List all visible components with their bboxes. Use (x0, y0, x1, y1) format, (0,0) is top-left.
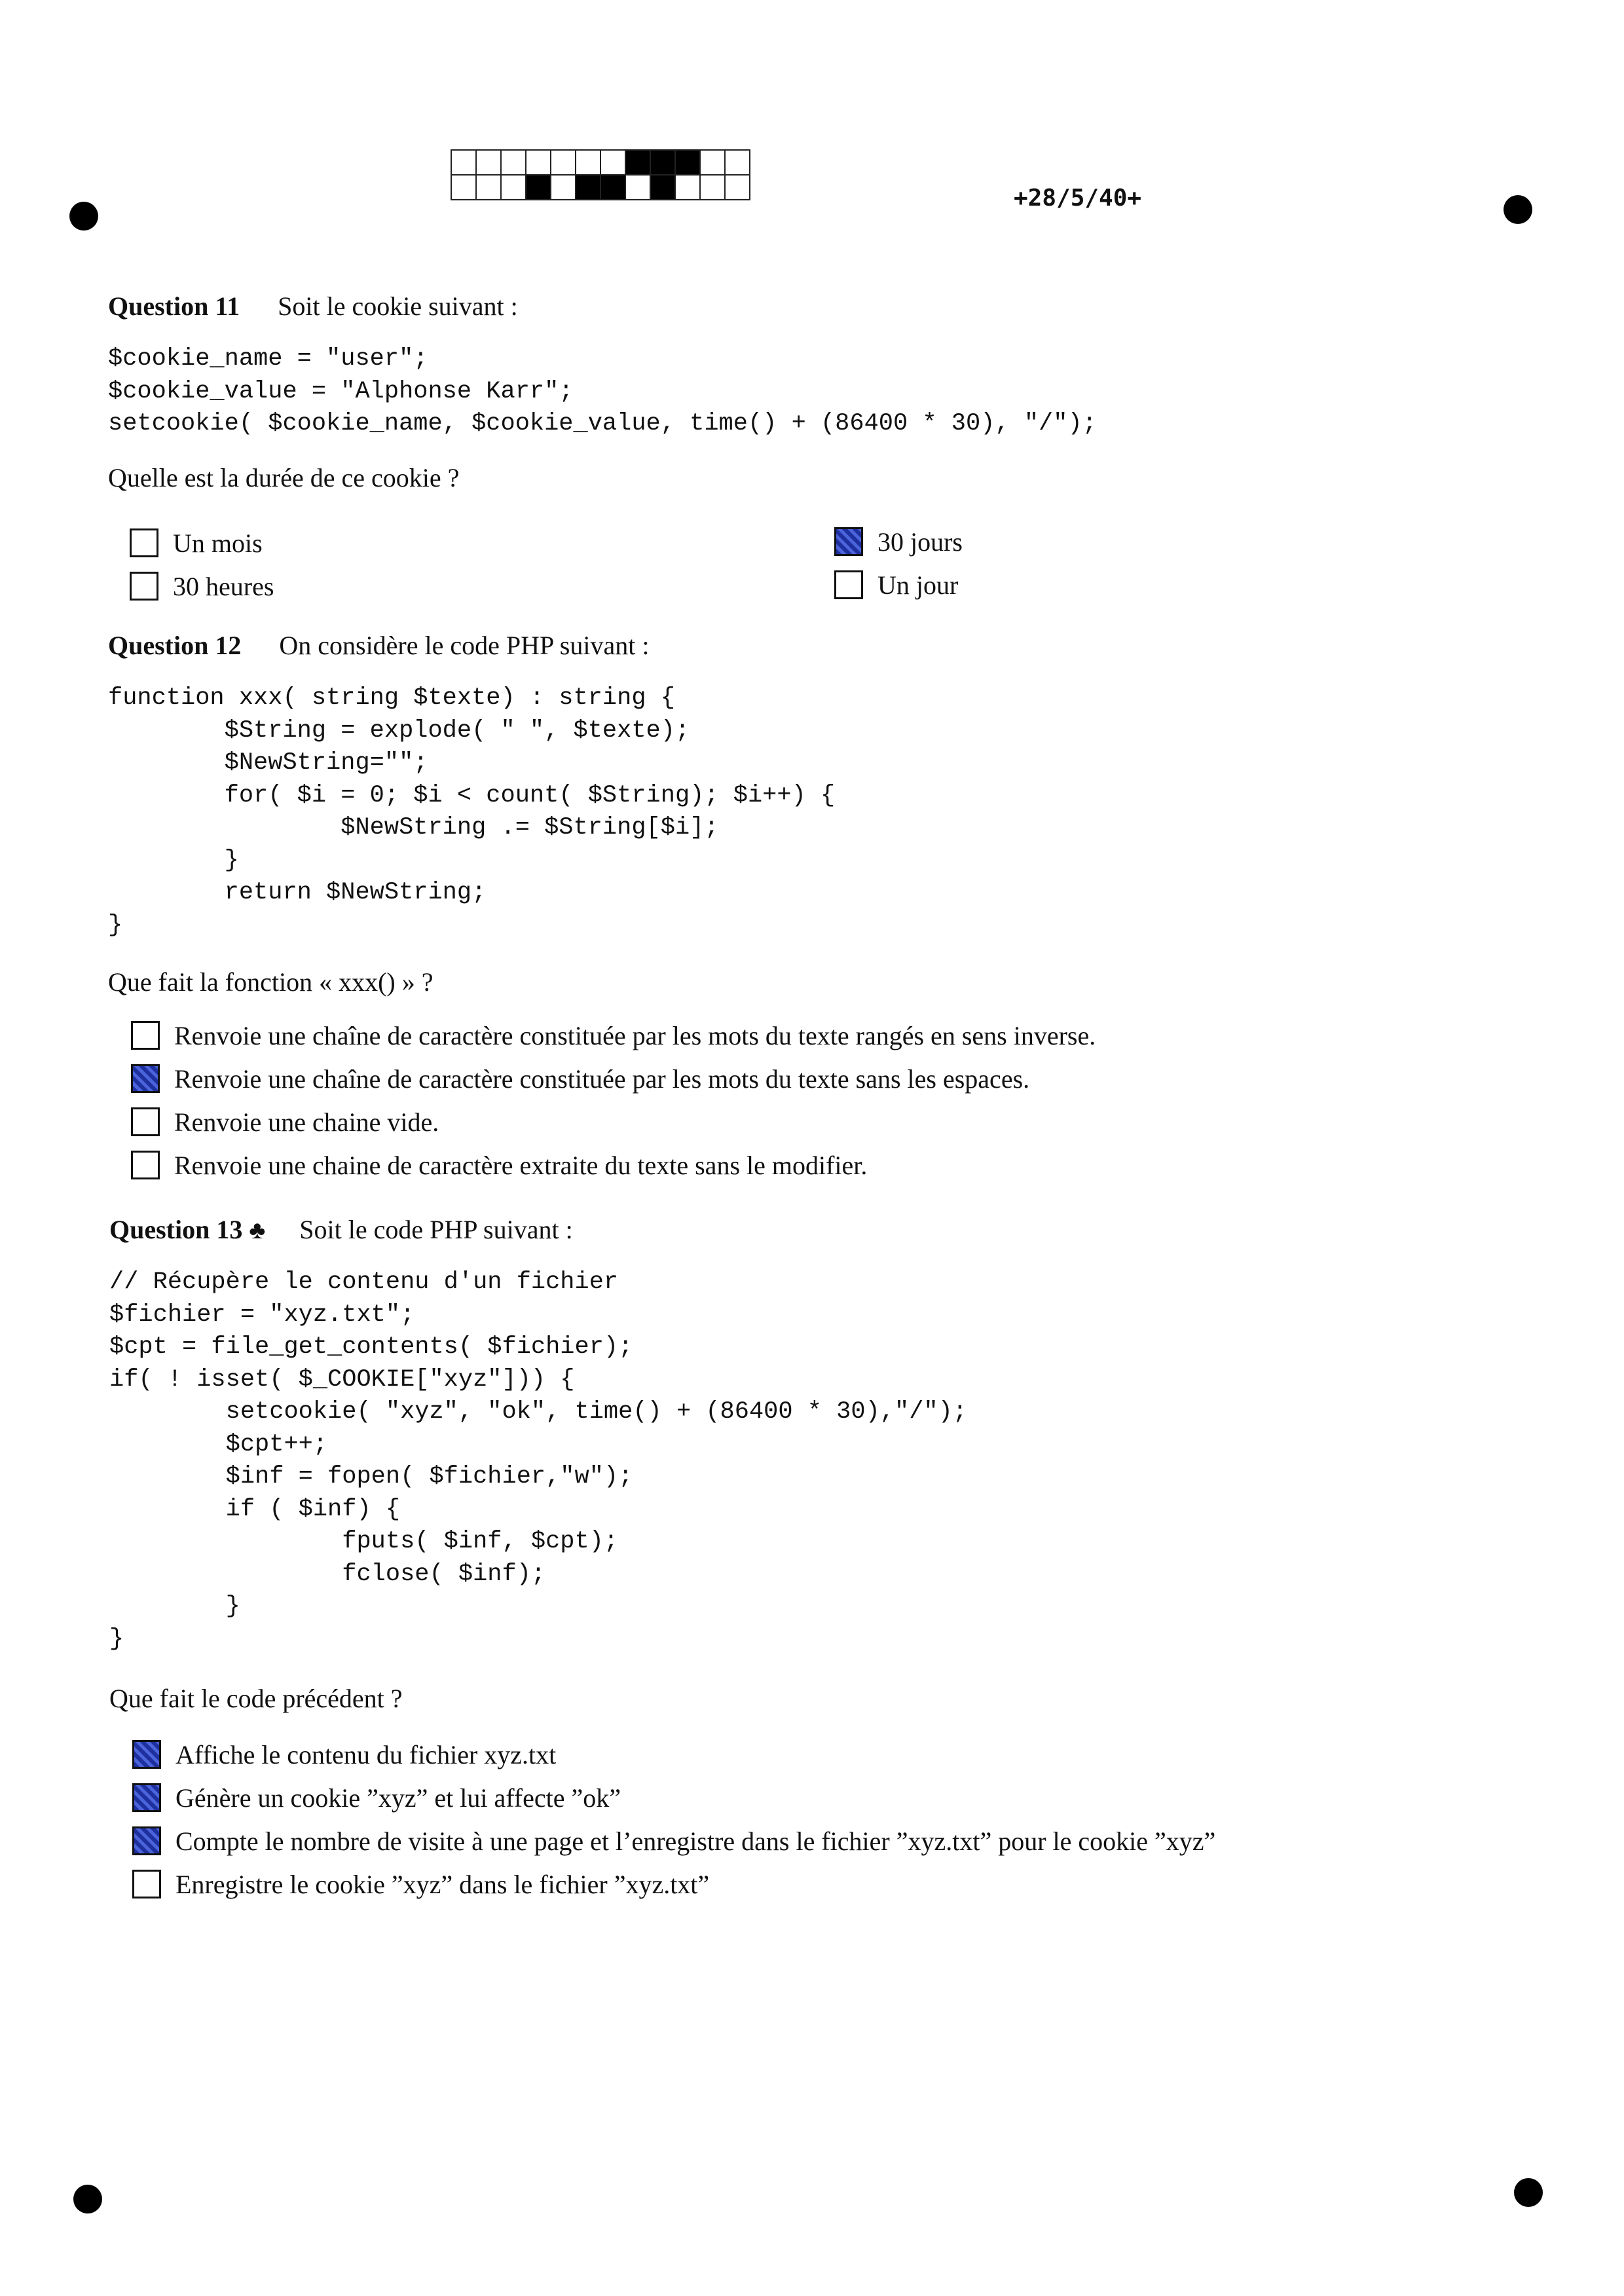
code-cell (699, 174, 726, 200)
code-cell (550, 149, 576, 176)
answer-label: 30 heures (173, 571, 274, 601)
answer-checkbox[interactable] (131, 1064, 160, 1093)
question-12-prompt: Que fait la fonction « xxx() » ? (108, 967, 434, 997)
question-13-code: // Récupère le contenu d'un fichier $fichier = "xyz.txt"; $cpt = file_get_contents( $fichier); if( ! isset( $_COOKIE["xyz"])) { setcookie( "xyz", "ok", time() + (86400 * 30),"/"); $cpt++; $inf = fopen( $fichier,"w"); if ( $inf) { fputs( $inf, $cpt); fclose( $inf); } } (109, 1268, 968, 1653)
answer-label: 30 jours (877, 527, 963, 557)
answer-checkbox[interactable] (132, 1740, 161, 1769)
answer-label: Renvoie une chaine de caractère extraite du texte sans le modifier. (174, 1150, 868, 1180)
answer-checkbox[interactable] (132, 1826, 161, 1855)
binary-id-code (452, 151, 750, 200)
code-cell (575, 174, 601, 200)
club-icon: ♣ (249, 1217, 266, 1244)
code-cell (475, 174, 502, 200)
answer-label: Compte le nombre de visite à une page et l’enregistre dans le fichier ”xyz.txt” pour le cookie ”xyz” (175, 1826, 1216, 1856)
answer-checkbox[interactable] (132, 1783, 161, 1812)
code-cell (724, 149, 750, 176)
answer-label: Renvoie une chaîne de caractère constituée par les mots du texte sans les espaces. (174, 1064, 1030, 1094)
answer-checkbox[interactable] (834, 570, 863, 599)
answer-option[interactable] (131, 1143, 867, 1187)
answer-option[interactable] (834, 520, 963, 563)
answer-option[interactable] (130, 565, 274, 608)
page-identifier: +28/5/40+ (1014, 185, 1142, 212)
code-cell (625, 149, 651, 176)
answer-checkbox[interactable] (130, 572, 158, 601)
question-11-code: $cookie_name = "user"; $cookie_value = "Alphonse Karr"; setcookie( $cookie_name, $cookie_value, time() + (86400 * 30), "/"); (108, 345, 1097, 437)
code-cell (550, 174, 576, 200)
answer-checkbox[interactable] (131, 1107, 160, 1136)
registration-mark-bottom-left (73, 2185, 102, 2213)
question-13-header (109, 1214, 573, 1245)
answer-label: Génère un cookie ”xyz” et lui affecte ”ok” (175, 1783, 621, 1813)
answer-label: Affiche le contenu du fichier xyz.txt (175, 1739, 557, 1769)
answer-option[interactable] (834, 563, 958, 606)
code-cell (625, 174, 651, 200)
question-12-code: function xxx( string $texte) : string { $String = explode( " ", $texte); $NewString=""; for( $i = 0; $i < count( $String); $i++) { $NewString .= $String[$i]; } return $NewString; } (108, 684, 836, 939)
code-cell (500, 174, 526, 200)
question-11-prompt: Quelle est la durée de ce cookie ? (108, 463, 460, 492)
code-cell (674, 149, 701, 176)
code-cell (650, 174, 676, 200)
question-intro: On considère le code PHP suivant : (279, 631, 650, 660)
registration-mark-top-left (69, 202, 98, 231)
question-intro: Soit le code PHP suivant : (299, 1215, 573, 1244)
code-cell (451, 149, 477, 176)
question-13-prompt: Que fait le code précédent ? (109, 1684, 403, 1713)
code-cell (575, 149, 601, 176)
answer-label: Un jour (877, 570, 959, 600)
code-cell (500, 149, 526, 176)
code-cell (724, 174, 750, 200)
answer-option[interactable] (131, 1057, 1029, 1100)
code-cell (600, 149, 626, 176)
code-cell (525, 174, 551, 200)
code-cell (650, 149, 676, 176)
answer-option[interactable] (132, 1776, 621, 1819)
code-cell (475, 149, 502, 176)
answer-checkbox[interactable] (131, 1021, 160, 1050)
code-cell (451, 174, 477, 200)
code-cell (699, 149, 726, 176)
answer-option[interactable] (132, 1862, 709, 1906)
answer-option[interactable] (131, 1100, 439, 1143)
code-cell (600, 174, 626, 200)
answer-checkbox[interactable] (130, 528, 158, 557)
question-12-header (108, 630, 649, 661)
code-cell (525, 149, 551, 176)
answer-option[interactable] (130, 521, 263, 565)
answer-label: Enregistre le cookie ”xyz” dans le fichier ”xyz.txt” (175, 1869, 710, 1899)
registration-mark-top-right (1504, 195, 1532, 224)
question-number: Question 13 ♣ (109, 1215, 266, 1244)
answer-checkbox[interactable] (132, 1870, 161, 1898)
registration-mark-bottom-right (1514, 2178, 1543, 2207)
question-number: Question 11 (108, 291, 240, 321)
answer-label: Renvoie une chaîne de caractère constituée par les mots du texte rangés en sens inverse. (174, 1020, 1096, 1050)
answer-option[interactable] (132, 1733, 556, 1776)
answer-label: Renvoie une chaine vide. (174, 1107, 439, 1137)
answer-option[interactable] (132, 1819, 1215, 1862)
answer-checkbox[interactable] (131, 1151, 160, 1179)
question-11-header (108, 291, 518, 322)
answer-option[interactable] (131, 1014, 1096, 1057)
answer-checkbox[interactable] (834, 527, 863, 556)
question-number: Question 12 (108, 631, 242, 660)
question-intro: Soit le cookie suivant : (278, 291, 518, 321)
answer-label: Un mois (173, 528, 263, 558)
code-cell (674, 174, 701, 200)
